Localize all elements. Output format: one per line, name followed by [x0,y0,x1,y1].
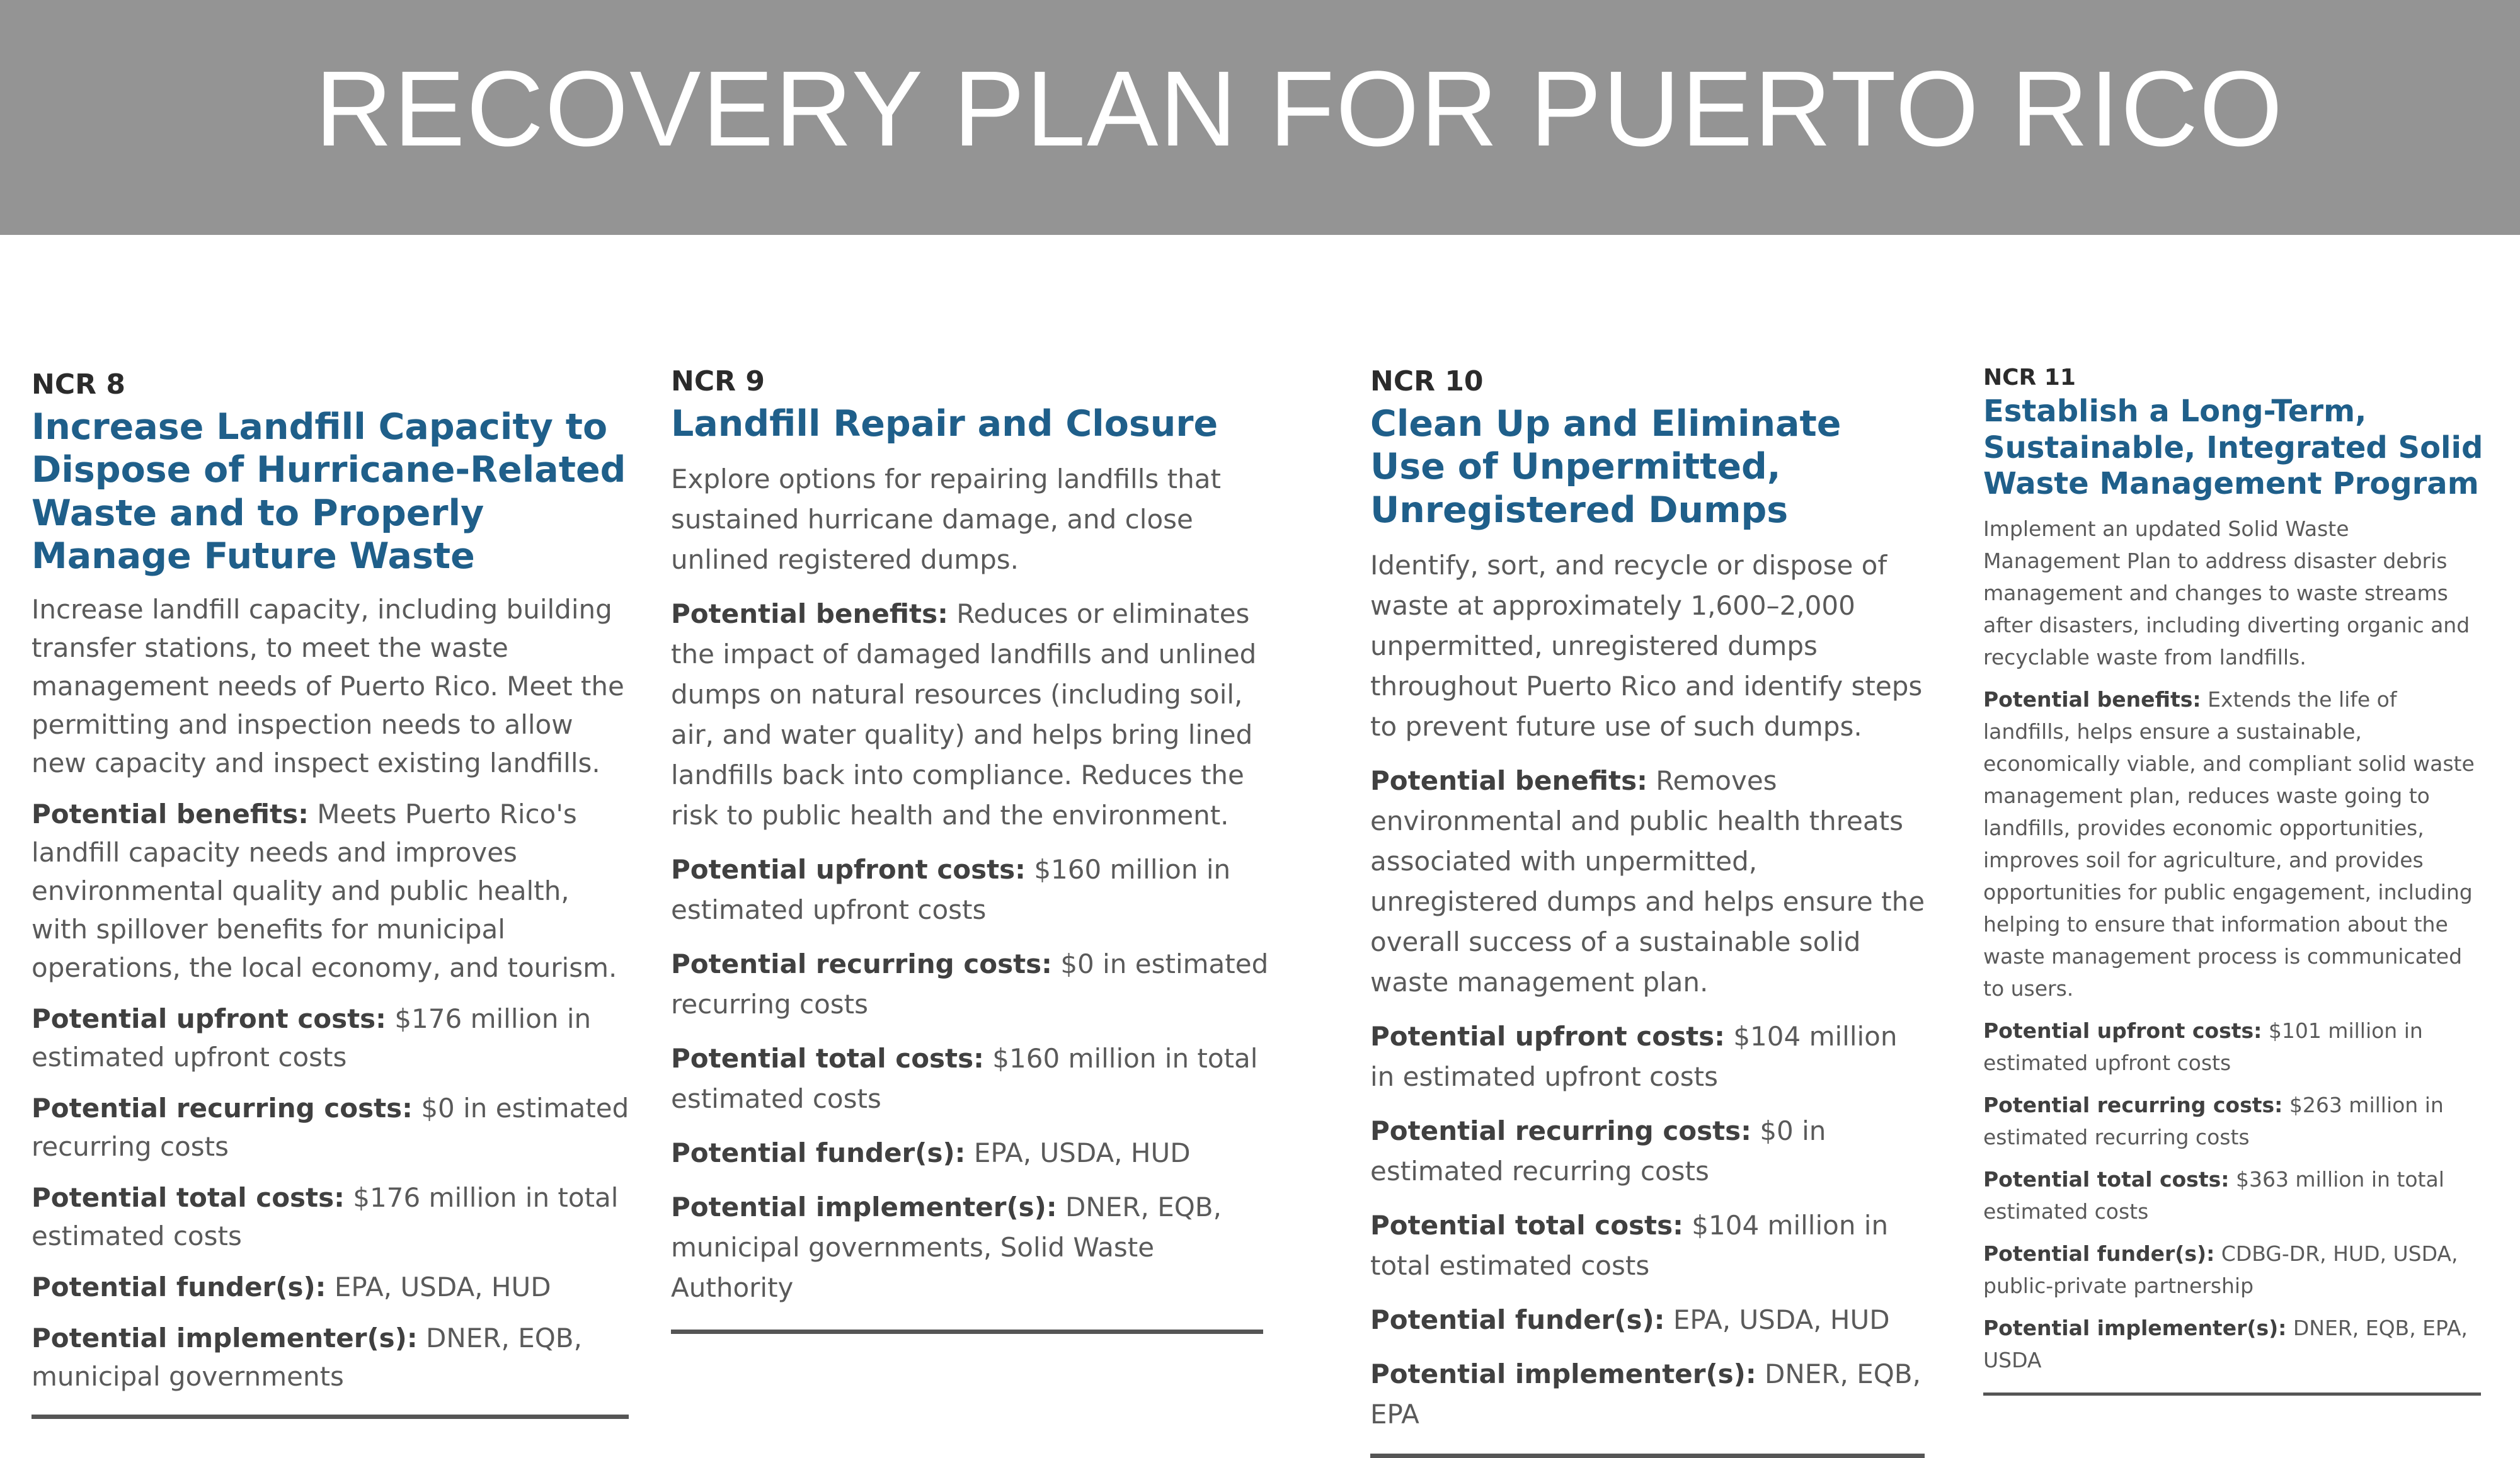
field-label: Potential recurring costs: [671,948,1052,980]
field-value: DNER, EQB, EPA [1370,1358,1921,1430]
upfront-costs-field [671,850,1276,930]
implementers-field [671,1187,1276,1308]
field-value: $0 in estimated recurring costs [1370,1115,1826,1187]
field-label: Potential benefits: [671,598,948,630]
action-card-ncr10 [1370,365,1928,1458]
upfront-costs-field [1983,1015,2487,1079]
field-label: Potential implementer(s): [1983,1315,2287,1340]
field-label: Potential upfront costs: [1370,1020,1725,1052]
title-banner [0,0,2520,235]
field-label: Potential funder(s): [1370,1304,1665,1335]
field-value: CDBG-DR, HUD, USDA, public-private partnership [1983,1241,2458,1298]
implementers-field [1983,1312,2487,1376]
action-title: Landfill Repair and Closure [671,402,1218,445]
action-code: NCR 10 [1370,365,1484,397]
action-description: Explore options for repairing landfills that sustained hurricane damage, and close unlined registered dumps. [671,464,1221,576]
field-label: Potential implementer(s): [32,1323,418,1354]
field-label: Potential implementer(s): [671,1192,1057,1223]
field-label: Potential total costs: [1983,1166,2230,1192]
field-label: Potential implementer(s): [1370,1358,1756,1389]
field-value: $160 million in total estimated costs [671,1043,1258,1115]
field-value: EPA, USDA, HUD [973,1137,1191,1169]
action-title: Establish a Long-Term, Sustainable, Integrated Solid Waste Management Program [1983,394,2483,502]
field-value: DNER, EQB, municipal governments, Solid Waste Authority [671,1192,1222,1304]
action-code: NCR 8 [32,368,125,401]
card-divider [1370,1454,1925,1458]
field-value: $101 million in estimated upfront costs [1983,1018,2423,1075]
field-value: Extends the life of landfills, helps ensure a sustainable, economically viable, and compliant solid waste management plan, reduces waste going to landfills, provides economic opportunities, improves soil for agriculture, and provides opportunities for public engagement, including helping to ensure that information about the waste management process is communicated to users. [1983,686,2475,1001]
action-card-ncr8 [32,368,630,1419]
funders-field [1370,1300,1928,1340]
implementers-field [1370,1354,1928,1435]
recurring-costs-field [32,1089,630,1166]
field-label: Potential funder(s): [1983,1241,2215,1266]
field-value: Removes environmental and public health threats associated with unpermitted, unregistered dumps and helps ensure the overall success of a sustainable solid waste management plan. [1370,765,1925,998]
recurring-costs-field [1370,1111,1928,1192]
total-costs-field [1370,1205,1928,1286]
field-value: $104 million in estimated upfront costs [1370,1020,1898,1092]
field-label: Potential upfront costs: [32,1003,386,1035]
field-value: Reduces or eliminates the impact of damaged landfills and unlined dumps on natural resources (including soil, air, and water quality) and helps bring lined landfills back into compliance. Reduces the risk to public health and the environment. [671,598,1257,831]
action-card-ncr11 [1983,364,2487,1396]
field-value: $176 million in estimated upfront costs [32,1003,592,1073]
field-label: Potential benefits: [32,799,309,830]
field-label: Potential total costs: [671,1043,984,1074]
action-card-ncr9 [671,365,1276,1334]
field-label: Potential benefits: [1983,686,2201,712]
benefits-field [1370,761,1928,1003]
funders-field [671,1133,1276,1173]
card-divider [1983,1393,2481,1396]
field-value: $0 in estimated recurring costs [671,948,1269,1020]
field-value: EPA, USDA, HUD [334,1272,551,1303]
field-label: Potential total costs: [1370,1209,1683,1241]
action-title: Increase Landfill Capacity to Dispose of Hurricane-Related Waste and to Properly Manage Future Waste [32,406,626,577]
field-value: EPA, USDA, HUD [1673,1304,1890,1335]
action-code: NCR 9 [671,365,765,397]
field-label: Potential upfront costs: [1983,1018,2262,1043]
action-description: Identify, sort, and recycle or dispose of waste at approximately 1,600–2,000 unpermitted, unregistered dumps throughout Puerto Rico and identify steps to prevent future use of such dumps. [1370,549,1923,742]
field-value: $104 million in total estimated costs [1370,1209,1889,1281]
field-label: Potential recurring costs: [32,1093,413,1124]
benefits-field [671,594,1276,836]
field-value: $363 million in total estimated costs [1983,1166,2444,1224]
benefits-field [32,795,630,987]
field-value: $263 million in estimated recurring costs [1983,1092,2444,1149]
field-value: DNER, EQB, municipal governments [32,1323,582,1393]
field-label: Potential total costs: [32,1182,345,1214]
action-description: Increase landfill capacity, including building transfer stations, to meet the waste management needs of Puerto Rico. Meet the permitting and inspection needs to allow new capacity and inspect existing landfills. [32,594,624,779]
field-value: $176 million in total estimated costs [32,1182,619,1252]
action-description: Implement an updated Solid Waste Management Plan to address disaster debris management and changes to waste streams after disasters, including diverting organic and recyclable waste from landfills. [1983,516,2470,669]
field-label: Potential upfront costs: [671,854,1026,886]
benefits-field [1983,683,2487,1005]
funders-field [1983,1238,2487,1302]
slide-title: RECOVERY PLAN FOR PUERTO RICO [315,49,2284,169]
upfront-costs-field [1370,1017,1928,1097]
field-value: $0 in estimated recurring costs [32,1093,629,1163]
field-label: Potential recurring costs: [1983,1092,2283,1117]
funders-field [32,1268,630,1306]
field-label: Potential funder(s): [671,1137,966,1169]
field-label: Potential benefits: [1370,765,1647,796]
field-value: $160 million in estimated upfront costs [671,854,1231,926]
total-costs-field [1983,1163,2487,1227]
recurring-costs-field [1983,1089,2487,1153]
total-costs-field [32,1178,630,1255]
total-costs-field [671,1039,1276,1119]
action-code: NCR 11 [1983,365,2076,390]
field-label: Potential recurring costs: [1370,1115,1751,1146]
field-value: DNER, EQB, EPA, USDA [1983,1315,2468,1372]
upfront-costs-field [32,1000,630,1076]
card-divider [671,1330,1263,1334]
field-label: Potential funder(s): [32,1272,326,1303]
field-value: Meets Puerto Rico's landfill capacity needs and improves environmental quality and public health, with spillover benefits for municipal operations, the local economy, and tourism. [32,799,617,984]
recurring-costs-field [671,944,1276,1025]
implementers-field [32,1319,630,1396]
action-title: Clean Up and Eliminate Use of Unpermitted, Unregistered Dumps [1370,402,1841,531]
